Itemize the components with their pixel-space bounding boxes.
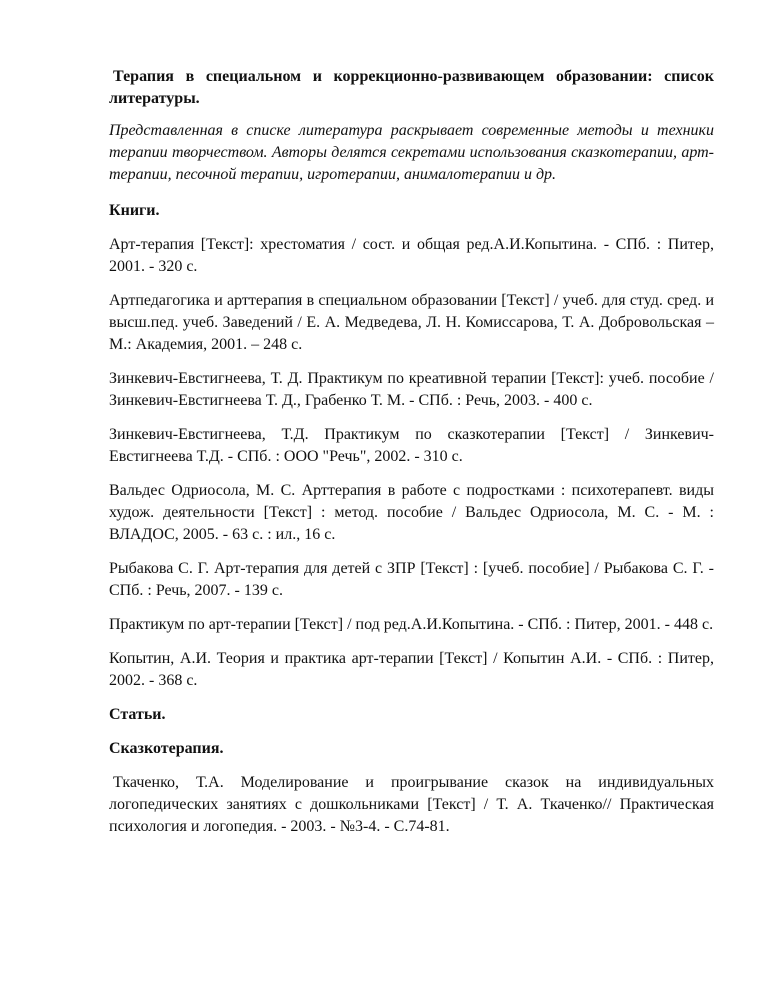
document-page (109, 66, 714, 850)
book-entry: Зинкевич-Евстигнеева, Т.Д. Практикум по сказкотерапии [Текст] / Зинкевич-Евстигнеева Т.Д. - СПб. : ООО "Речь", 2002. - 310 с. (109, 426, 714, 465)
books-heading: Книги. (109, 202, 160, 219)
book-entry: Вальдес Одриосола, М. С. Арттерапия в работе с подростками : психотерапевт. виды худож. деятельности [Текст] : метод. пособие / Вальдес Одриосола, М. С. - М. : ВЛАДОС, 2005. - 63 с. : ил., 16 с. (109, 482, 714, 543)
book-entry: Рыбакова С. Г. Арт-терапия для детей с ЗПР [Текст] : [учеб. пособие] / Рыбакова С. Г. - СПб. : Речь, 2007. - 139 с. (109, 560, 714, 599)
document-intro: Представленная в списке литература раскрывает современные методы и техники терапии творчеством. Авторы делятся секретами использования сказкотерапии, арт-терапии, песочной терапии, игротерапии, анималотерапии и др. (109, 122, 714, 183)
book-entry: Артпедагогика и арттерапия в специальном образовании [Текст] / учеб. для студ. сред. и высш.пед. учеб. Заведений / Е. А. Медведева, Л. Н. Комиссарова, Т. А. Добровольская – М.: Академия, 2001. – 248 с. (109, 292, 714, 353)
book-entry: Копытин, А.И. Теория и практика арт-терапии [Текст] / Копытин А.И. - СПб. : Питер, 2002. - 368 с. (109, 650, 714, 689)
book-entry: Арт-терапия [Текст]: хрестоматия / сост. и общая ред.А.И.Копытина. - СПб. : Питер, 2001. - 320 с. (109, 236, 714, 275)
fairytale-therapy-heading: Сказкотерапия. (109, 740, 224, 757)
book-entry: Зинкевич-Евстигнеева, Т. Д. Практикум по креативной терапии [Текст]: учеб. пособие / Зинкевич-Евстигнеева Т. Д., Грабенко Т. М. - СПб. : Речь, 2003. - 400 с. (109, 370, 714, 409)
articles-heading: Статьи. (109, 706, 166, 723)
book-entry: Практикум по арт-терапии [Текст] / под ред.А.И.Копытина. - СПб. : Питер, 2001. - 448 с. (109, 616, 714, 633)
article-entry: Ткаченко, Т.А. Моделирование и проигрывание сказок на индивидуальных логопедических занятиях с дошкольниками [Текст] / Т. А. Ткаченко// Практическая психология и логопедия. - 2003. - №3-4. - С.74-81. (109, 774, 714, 835)
document-title: Терапия в специальном и коррекционно-развивающем образовании: список литературы. (109, 68, 714, 107)
